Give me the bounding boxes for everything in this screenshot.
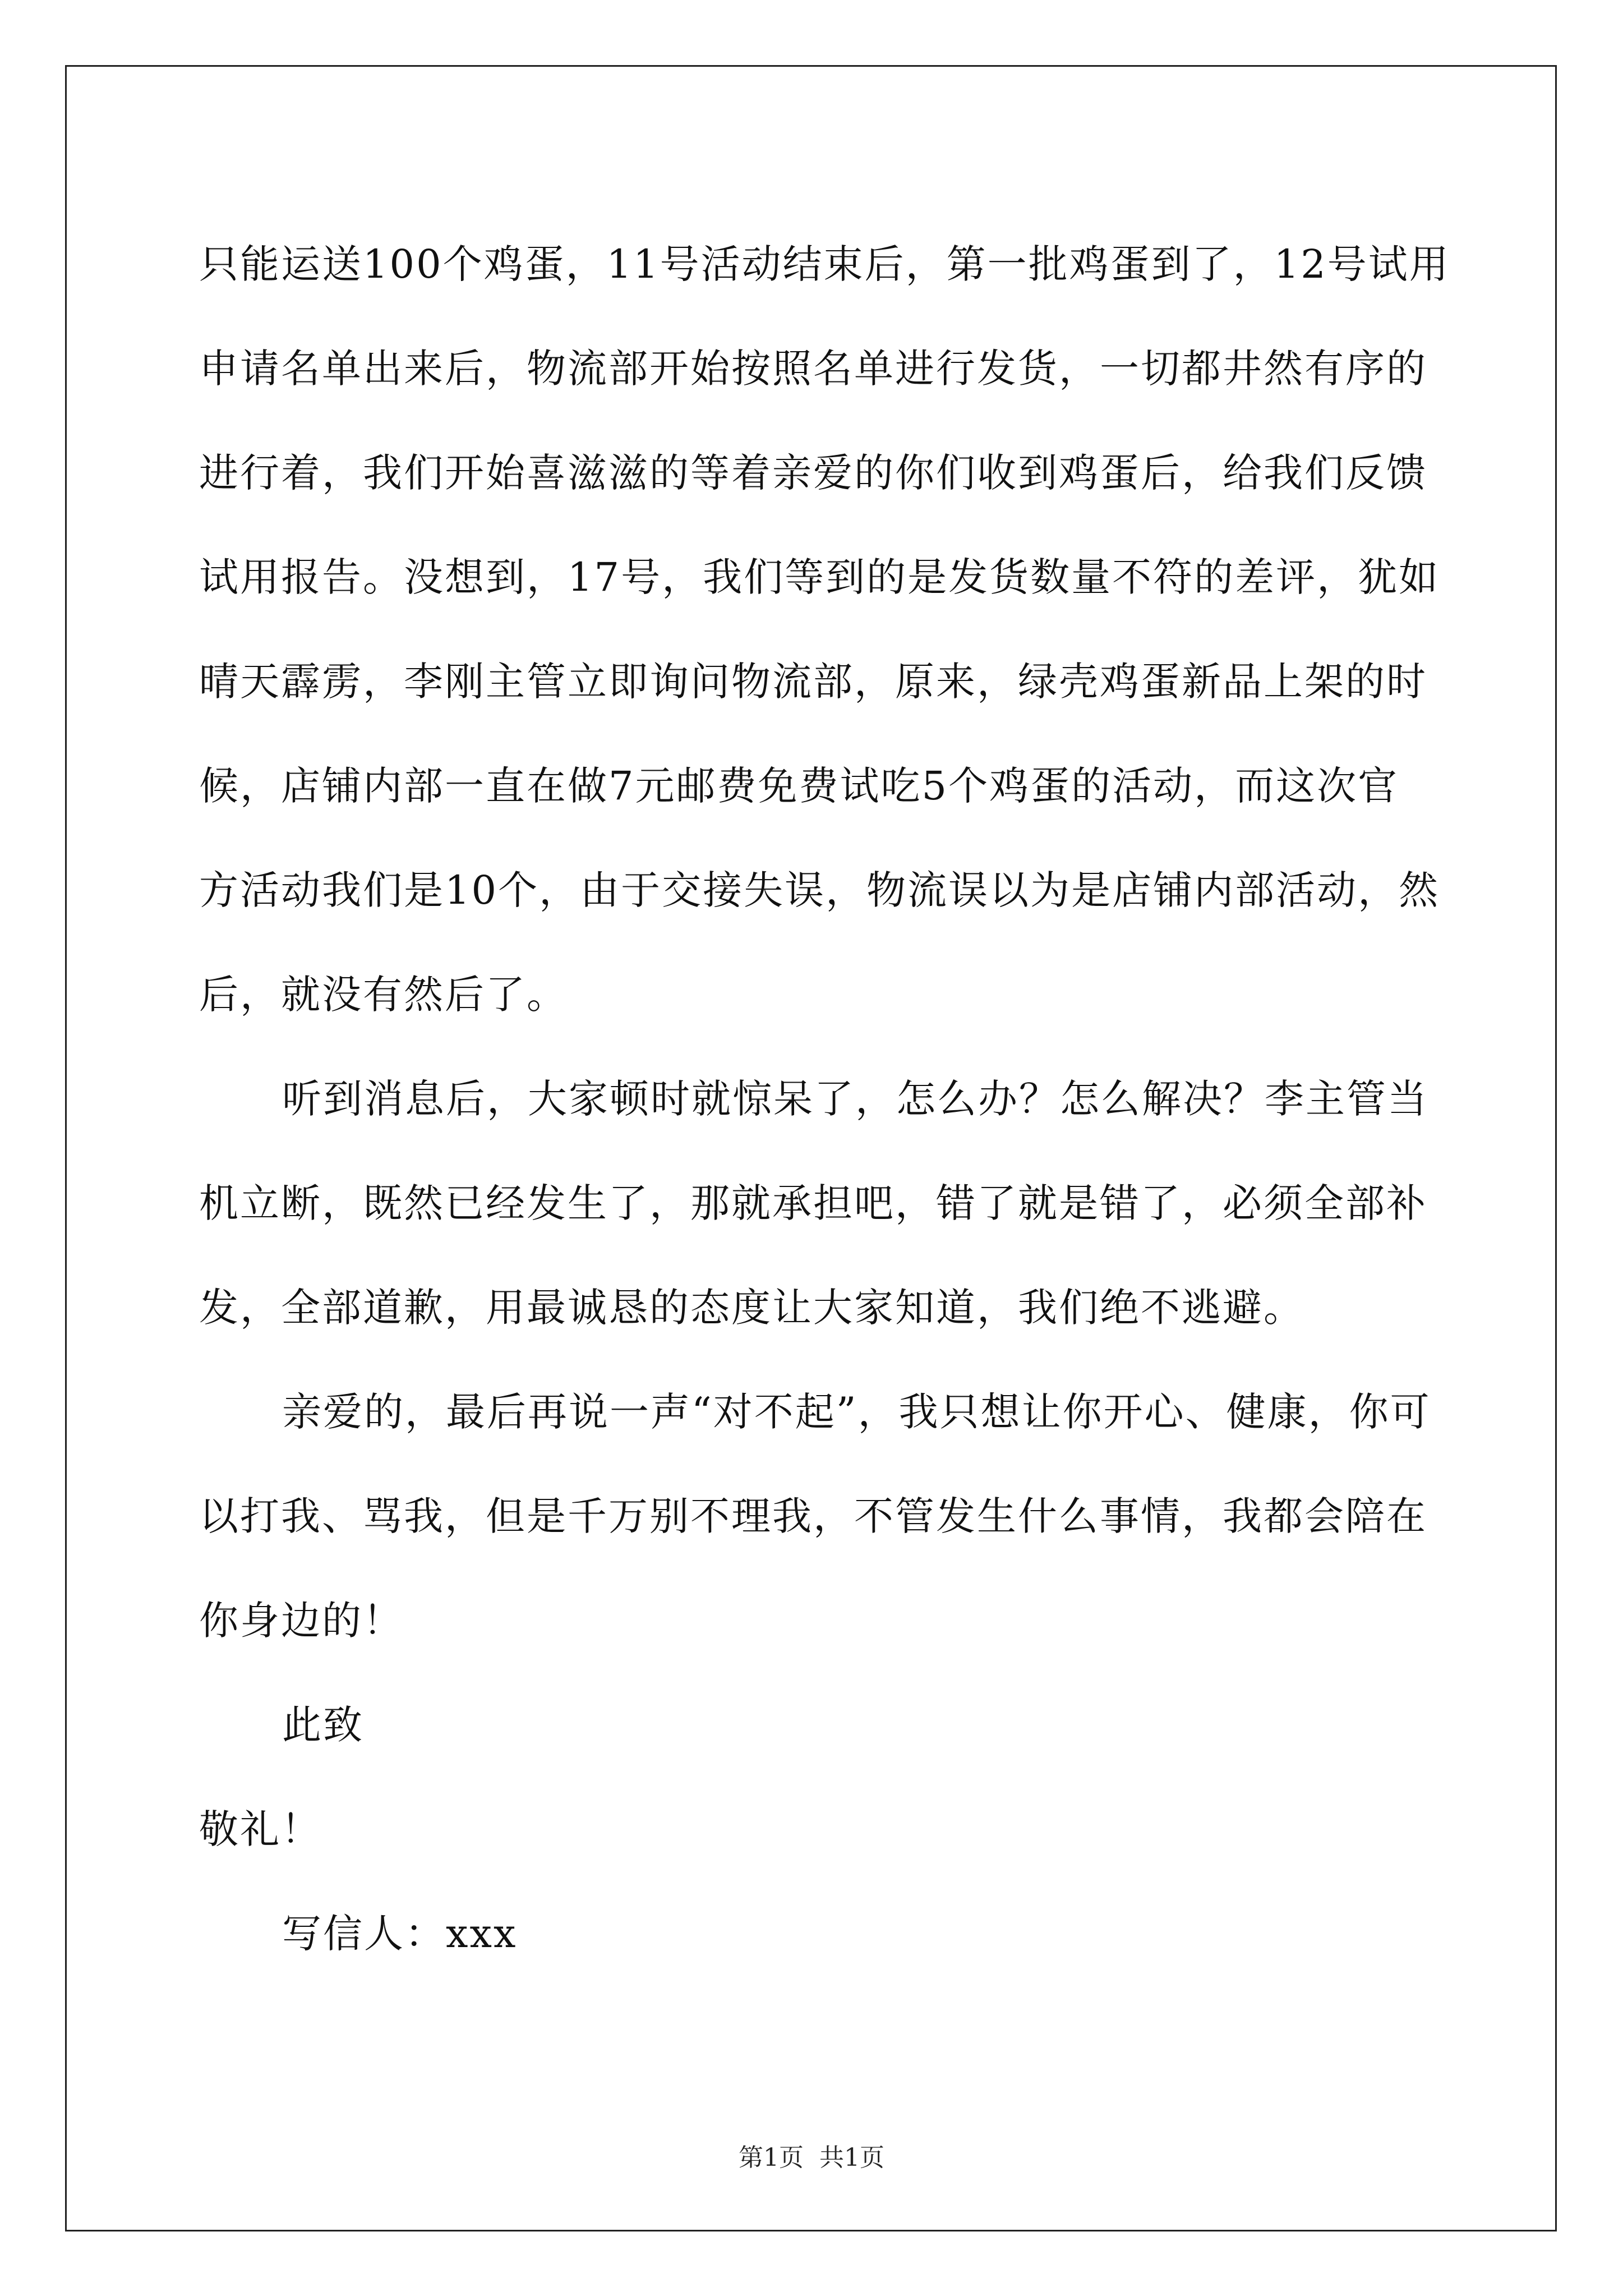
- text-line: 申请名单出来后，物流部开始按照名单进行发货，一切都井然有序的: [199, 346, 1427, 392]
- text-line: 方活动我们是10个，由于交接失误，物流误以为是店铺内部活动，然: [199, 867, 1440, 913]
- signature-text: 写信人：xxx: [282, 1911, 518, 1957]
- text-line: 后，就没有然后了。: [199, 972, 568, 1018]
- text-line: 候，店铺内部一直在做7元邮费免费试吃5个鸡蛋的活动，而这次官: [199, 763, 1399, 809]
- text-line: 进行着，我们开始喜滋滋的等着亲爱的你们收到鸡蛋后，给我们反馈: [199, 450, 1427, 496]
- text-line: 机立断，既然已经发生了，那就承担吧，错了就是错了，必须全部补: [199, 1180, 1427, 1226]
- signature: [199, 1881, 1433, 1986]
- text-line: 只能运送100个鸡蛋，11号活动结束后，第一批鸡蛋到了，12号试用: [199, 241, 1450, 287]
- letter-body: [199, 212, 1450, 1986]
- page-number-total: 共1页: [819, 2143, 884, 2172]
- text-line: 试用报告。没想到，17号，我们等到的是发货数量不符的差评，犹如: [199, 554, 1440, 600]
- text-line: 以打我、骂我，但是千万别不理我，不管发生什么事情，我都会陪在: [199, 1493, 1427, 1539]
- text-line: 发，全部道歉，用最诚恳的态度让大家知道，我们绝不逃避。: [199, 1285, 1304, 1331]
- text-line: 亲爱的，最后再说一声“对不起”，我只想让你开心、健康，你可: [282, 1389, 1431, 1435]
- page-footer: [0, 2137, 1623, 2173]
- paragraph-1: [199, 212, 1450, 1047]
- text-line: 听到消息后，大家顿时就惊呆了，怎么办？怎么解决？李主管当: [282, 1076, 1428, 1122]
- closing-text: 此致: [282, 1702, 364, 1748]
- paragraph-3: [199, 1360, 1433, 1673]
- closing: [199, 1673, 1433, 1777]
- salutation: [199, 1777, 1433, 1881]
- page-number-current: 第1页: [739, 2143, 804, 2172]
- text-line: 晴天霹雳，李刚主管立即询问物流部，原来，绿壳鸡蛋新品上架的时: [199, 659, 1427, 705]
- text-line: 你身边的！: [199, 1598, 404, 1644]
- salutation-text: 敬礼！: [199, 1806, 322, 1852]
- paragraph-2: [199, 1047, 1433, 1360]
